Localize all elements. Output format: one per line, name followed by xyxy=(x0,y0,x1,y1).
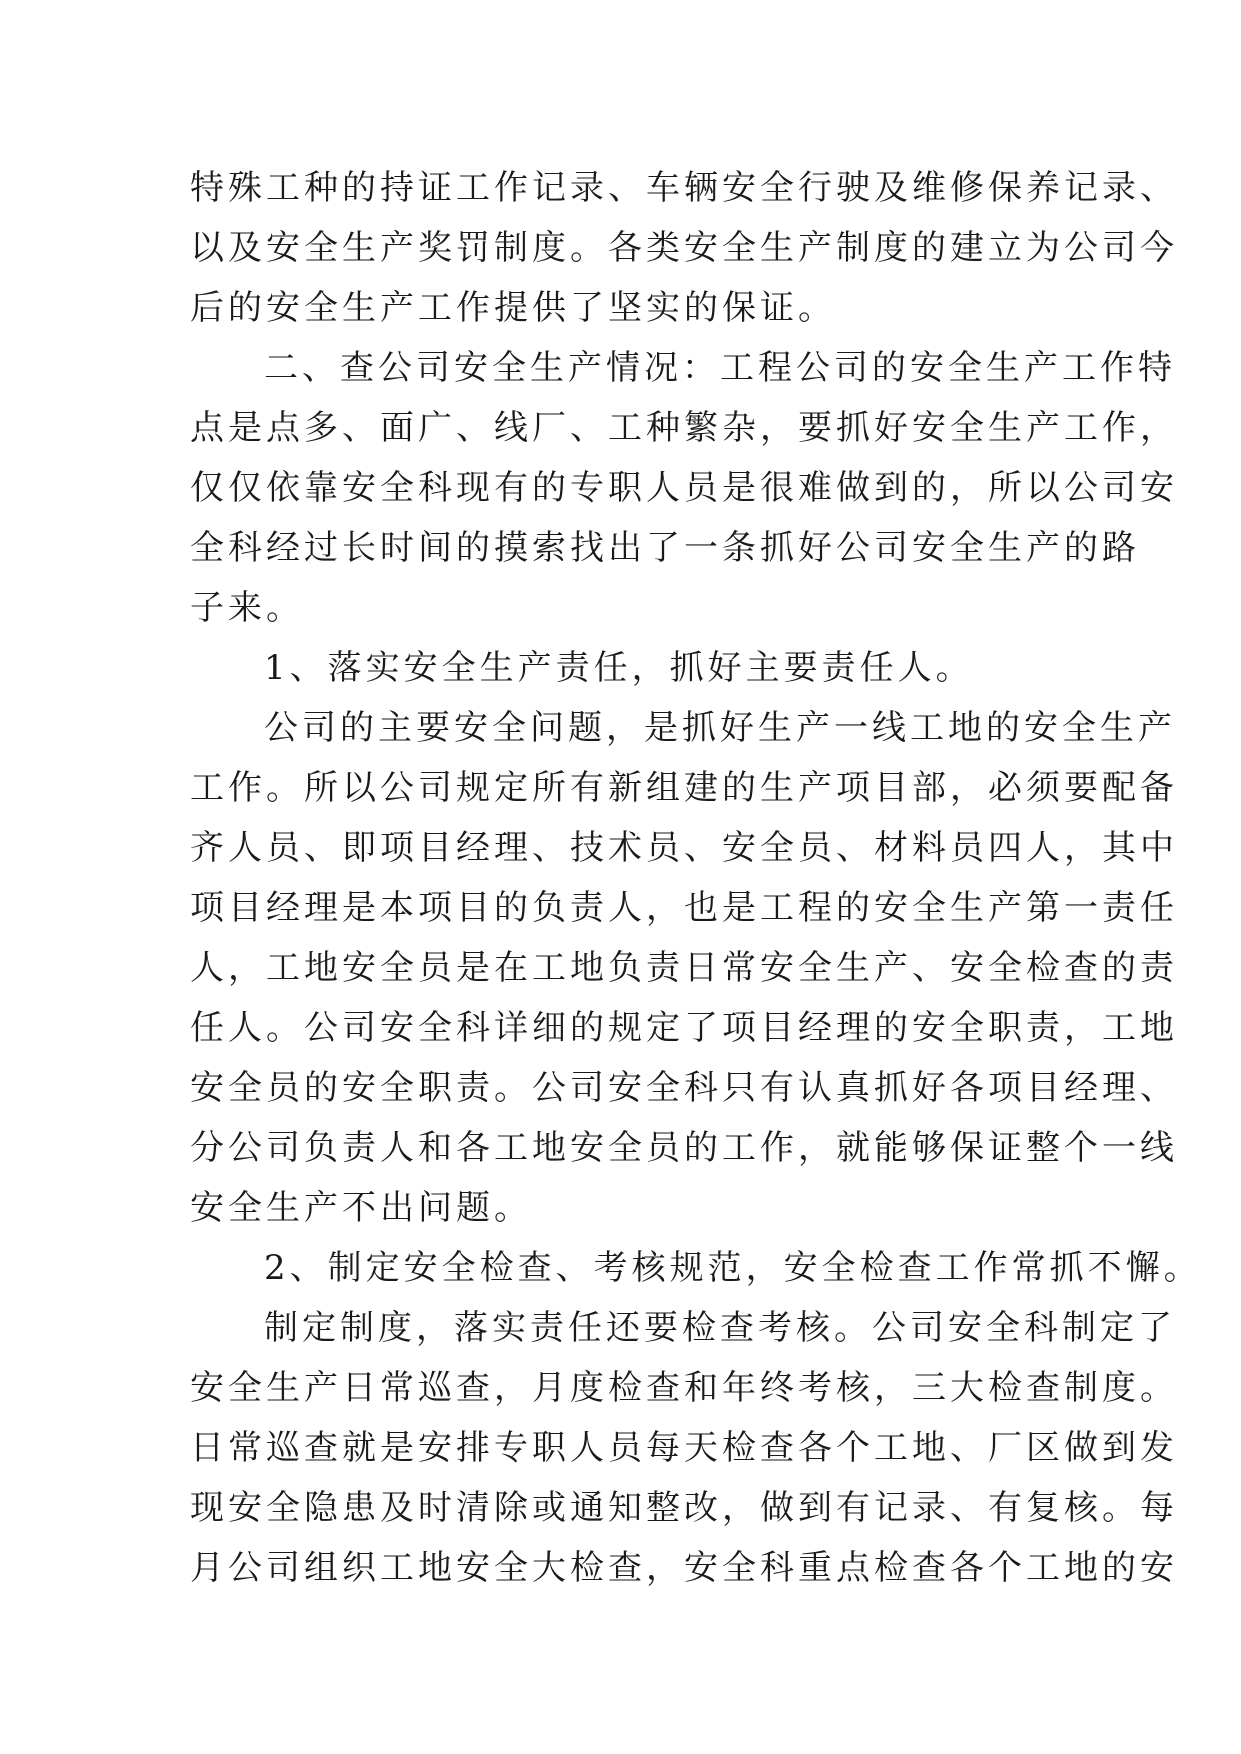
paragraph-start-line: 公司的主要安全问题，是抓好生产一线工地的安全生产 xyxy=(264,708,1176,748)
paragraph-start-line: 制定制度，落实责任还要检查考核。公司安全科制定了 xyxy=(264,1308,1176,1348)
text-line: 任人。公司安全科详细的规定了项目经理的安全职责，工地 xyxy=(190,1008,1178,1048)
text-line: 分公司负责人和各工地安全员的工作，就能够保证整个一线 xyxy=(190,1128,1178,1168)
text-line: 全科经过长时间的摸索找出了一条抓好公司安全生产的路 xyxy=(190,528,1140,568)
text-line: 现安全隐患及时清除或通知整改，做到有记录、有复核。每 xyxy=(190,1488,1178,1528)
text-line: 特殊工种的持证工作记录、车辆安全行驶及维修保养记录、 xyxy=(190,168,1178,208)
text-line: 月公司组织工地安全大检查，安全科重点检查各个工地的安 xyxy=(190,1548,1178,1588)
text-line: 后的安全生产工作提供了坚实的保证。 xyxy=(190,288,836,328)
document-body xyxy=(190,158,1202,1598)
subheading-line: 1、落实安全生产责任，抓好主要责任人。 xyxy=(264,648,974,688)
text-line: 仅仅依靠安全科现有的专职人员是很难做到的，所以公司安 xyxy=(190,468,1178,508)
text-line: 安全生产不出问题。 xyxy=(190,1188,532,1228)
text-line: 点是点多、面广、线厂、工种繁杂，要抓好安全生产工作， xyxy=(190,408,1178,448)
text-line: 子来。 xyxy=(190,588,304,628)
text-line: 安全生产日常巡查，月度检查和年终考核，三大检查制度。 xyxy=(190,1368,1178,1408)
subheading-line: 2、制定安全检查、考核规范，安全检查工作常抓不懈。 xyxy=(264,1248,1202,1288)
text-line: 日常巡查就是安排专职人员每天检查各个工地、厂区做到发 xyxy=(190,1428,1178,1468)
text-line: 人，工地安全员是在工地负责日常安全生产、安全检查的责 xyxy=(190,948,1178,988)
section-heading-line: 二、查公司安全生产情况：工程公司的安全生产工作特 xyxy=(264,348,1176,388)
text-line: 安全员的安全职责。公司安全科只有认真抓好各项目经理、 xyxy=(190,1068,1178,1108)
text-line: 齐人员、即项目经理、技术员、安全员、材料员四人，其中 xyxy=(190,828,1178,868)
text-line: 工作。所以公司规定所有新组建的生产项目部，必须要配备 xyxy=(190,768,1178,808)
text-line: 项目经理是本项目的负责人，也是工程的安全生产第一责任 xyxy=(190,888,1178,928)
text-line: 以及安全生产奖罚制度。各类安全生产制度的建立为公司今 xyxy=(190,228,1178,268)
